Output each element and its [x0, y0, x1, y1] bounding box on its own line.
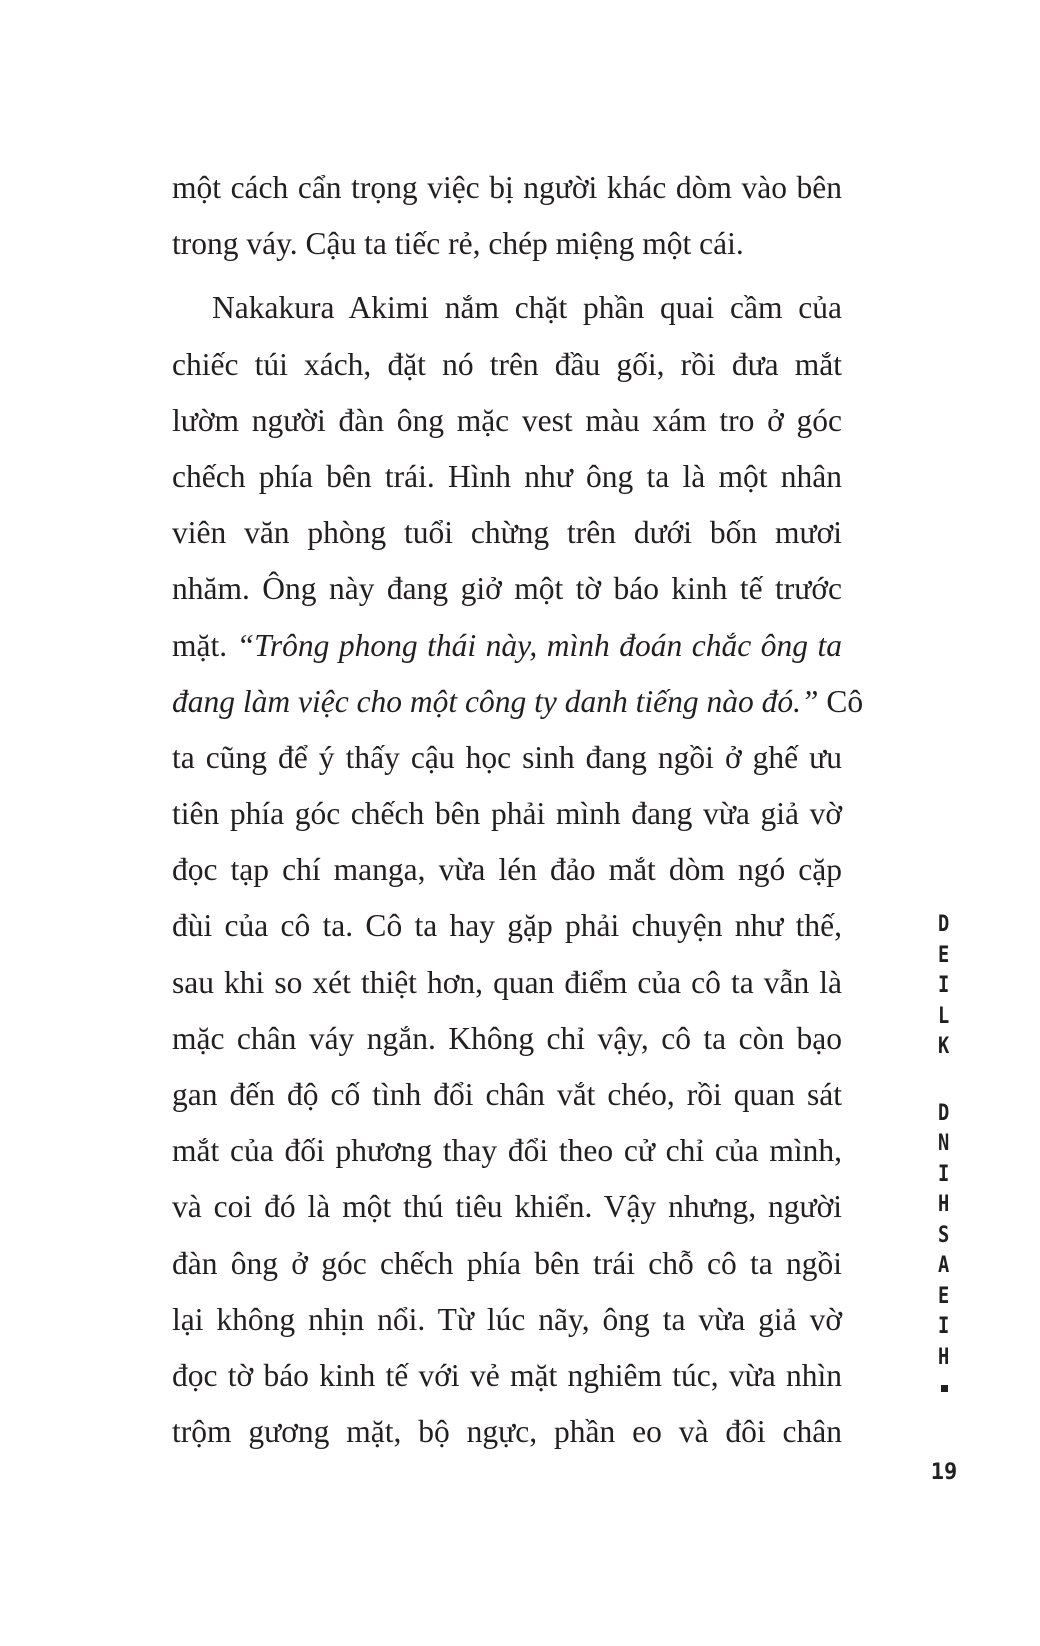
text-line: đọc tờ báo kinh tế với vẻ mặt nghiêm túc, vừa nhìn — [172, 1357, 842, 1393]
text-line: nhăm. Ông này đang giở một tờ báo kinh tế trước — [172, 571, 842, 607]
text-line: đàn ông ở góc chếch phía bên trái chỗ cô ta ngồi — [172, 1245, 842, 1281]
text-line: ta cũng để ý thấy cậu học sinh đang ngồi ở ghế ưu — [172, 739, 842, 775]
title-glyph: D — [938, 912, 950, 937]
text-line: đùi của cô ta. Cô ta hay gặp phải chuyện như thế, — [172, 908, 842, 944]
text-line: một cách cẩn trọng việc bị người khác dòm vào bên — [172, 170, 842, 205]
title-glyph: K — [938, 1034, 950, 1059]
title-glyph: L — [938, 1003, 950, 1029]
text-line — [172, 618, 842, 674]
title-glyph: D — [938, 1100, 950, 1126]
text-segment: mặt. — [172, 627, 237, 663]
text-line: viên văn phòng tuổi chừng trên dưới bốn mươi — [172, 515, 842, 551]
body-text — [172, 160, 864, 1460]
text-line: chếch phía bên trái. Hình như ông ta là một nhân — [172, 458, 842, 494]
text-line: Nakakura Akimi nắm chặt phần quai cầm của — [212, 290, 842, 326]
title-glyph: H — [938, 1192, 950, 1217]
title-glyph: E — [938, 942, 950, 968]
text-line: gan đến độ cố tình đổi chân vắt chéo, rồi quan sát — [172, 1077, 842, 1112]
text-line: trộm gương mặt, bộ ngực, phần eo và đôi chân — [172, 1414, 842, 1450]
title-glyph: N — [938, 1131, 950, 1156]
text-line: mắt của đối phương thay đổi theo cử chỉ của mình, — [172, 1133, 842, 1169]
title-glyph: I — [938, 973, 950, 998]
italic-quote: đang làm việc cho một công ty danh tiếng nào đó.” — [172, 683, 819, 719]
text-line: tiên phía góc chếch bên phải mình đang vừa giả vờ — [172, 796, 842, 832]
text-line: mặc chân váy ngắn. Không chỉ vậy, cô ta còn bạo — [172, 1020, 842, 1056]
title-glyph: I — [938, 1314, 950, 1339]
text-line — [172, 674, 864, 730]
text-segment: Cô — [818, 683, 864, 719]
title-glyph: H — [938, 1344, 950, 1370]
text-line: đọc tạp chí manga, vừa lén đảo mắt dòm ngó cặp — [172, 852, 842, 888]
text-line: sau khi so xét thiệt hơn, quan điểm của cô ta vẫn là — [172, 964, 842, 1000]
text-line: trong váy. Cậu ta tiếc rẻ, chép miệng một cái. — [172, 226, 744, 262]
text-line: lườm người đàn ông mặc vest màu xám tro ở góc — [172, 402, 842, 438]
title-glyph: A — [938, 1253, 950, 1278]
text-line: chiếc túi xách, đặt nó trên đầu gối, rồi đưa mắt — [172, 346, 842, 382]
title-glyph: S — [938, 1222, 950, 1248]
title-glyph: E — [938, 1283, 950, 1309]
text-line: lại không nhịn nổi. Từ lúc nãy, ông ta vừa giả vờ — [172, 1301, 842, 1337]
page-number: 19 — [930, 1460, 958, 1485]
running-title — [924, 910, 964, 1404]
text-line: và coi đó là một thú tiêu khiển. Vậy nhưng, người — [172, 1189, 842, 1225]
separator-dot — [941, 1385, 948, 1392]
italic-quote: “Trông phong thái này, mình đoán chắc ông ta — [236, 627, 842, 663]
title-glyph: I — [938, 1161, 950, 1187]
